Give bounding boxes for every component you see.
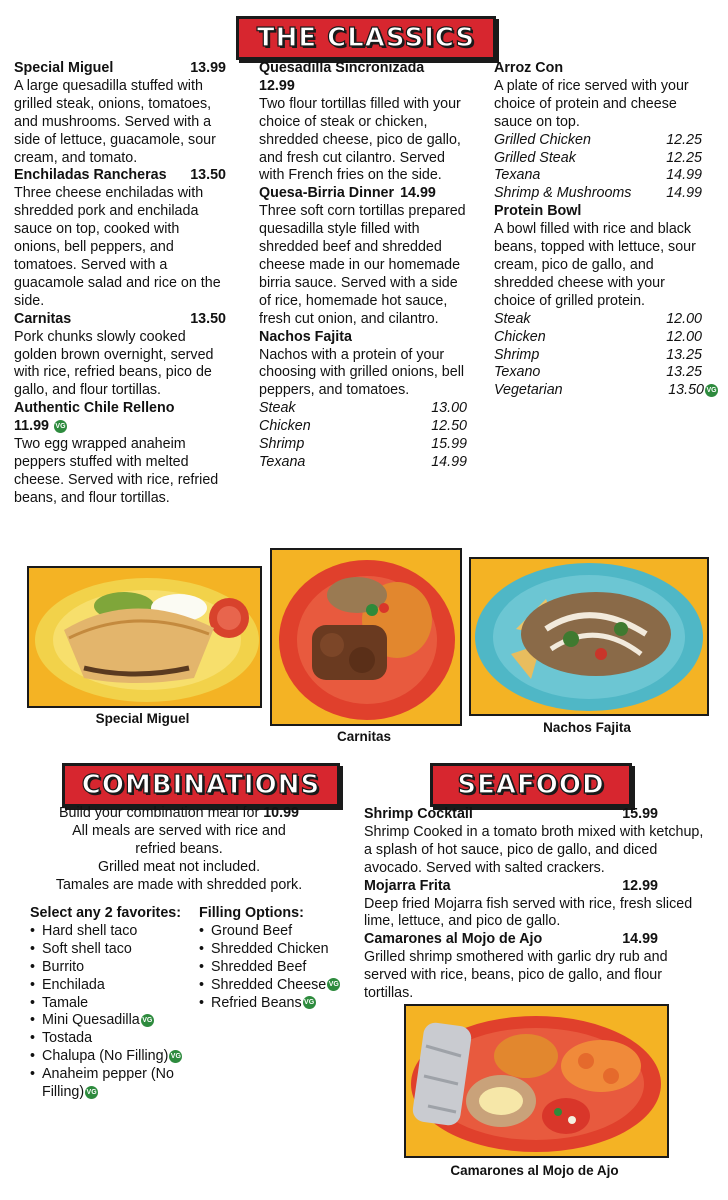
item-description: A plate of rice served with your choice of protein and cheese sauce on top. — [494, 77, 689, 130]
vegetarian-badge-icon: VG — [169, 1050, 182, 1063]
list-item: • Tostada — [30, 1030, 200, 1048]
classics-column-2 — [259, 60, 469, 472]
seafood-title: SEAFOOD — [457, 770, 605, 800]
list-item: • Ground Beef — [199, 923, 359, 941]
list-item: • Shredded Cheese VG — [199, 977, 359, 995]
menu-item-chile-relleno — [14, 400, 226, 507]
menu-item-camarones-mojo — [364, 931, 714, 1003]
menu-item-mojarra-frita — [364, 878, 714, 932]
photo-special-miguel — [27, 566, 262, 708]
menu-item-shrimp-cocktail — [364, 806, 714, 878]
list-item: • Soft shell taco — [30, 941, 200, 959]
option-row: Shrimp 13.25 — [494, 346, 702, 363]
option-row: Shrimp & Mushrooms 14.99 — [494, 185, 702, 202]
caption-nachos-fajita: Nachos Fajita — [543, 720, 631, 735]
option-row: Grilled Chicken 12.25 — [494, 131, 702, 148]
item-name: Arroz Con — [494, 60, 564, 76]
vegetarian-badge-icon: VG — [303, 996, 316, 1009]
menu-item-quesa-birria — [259, 185, 469, 328]
item-description: Pork chunks slowly cooked golden brown overnight, served with rice, refried beans, pico de gallo, and flour tortillas. — [14, 328, 214, 399]
item-description: Three soft corn tortillas prepared quesadilla style filled with shredded beef and shredded cheese made in our homemade birria sauce. Served with a side of rice, homemade hot sauce, fresh cut onion, and cilantro. — [259, 203, 466, 327]
vegetarian-badge-icon: VG — [85, 1086, 98, 1099]
plate-illustration — [29, 568, 260, 706]
item-price: 14.99 — [622, 931, 658, 948]
item-description: Two flour tortillas filled with your choice of steak or chicken, shredded cheese, pico de gallo, and fresh cut cilantro. Served with French fries on the side. — [259, 95, 461, 184]
combinations-banner — [62, 763, 340, 807]
item-price: 11.99 — [14, 418, 49, 435]
menu-item-carnitas — [14, 311, 226, 401]
classics-column-1 — [14, 60, 226, 508]
vegetarian-badge-icon: VG — [54, 420, 67, 433]
list-item: • Refried Beans VG — [199, 995, 359, 1013]
item-name: Special Miguel — [14, 60, 114, 76]
menu-item-nachos-fajita — [259, 329, 469, 472]
combination-price: 10.99 — [263, 805, 300, 821]
item-name: Mojarra Frita — [364, 877, 451, 894]
item-price: 12.99 — [622, 877, 658, 894]
option-row: Texana 14.99 — [494, 167, 702, 184]
item-description: Two egg wrapped anaheim peppers stuffed with melted cheese. Served with rice, refried beans, and flour tortillas. — [14, 436, 219, 506]
option-row: Texana 14.99 — [259, 453, 467, 470]
item-price: 12.99 — [259, 77, 295, 94]
item-description: Three cheese enchiladas with shredded pork and enchilada sauce on top, cooked with onions, bell peppers, and tomatoes. Served with a guacamole salad and rice on the side. — [14, 185, 221, 309]
classics-title: THE CLASSICS — [256, 23, 476, 53]
item-price: 13.99 — [190, 60, 226, 76]
item-name: Authentic Chile Relleno — [14, 400, 175, 417]
item-price: 13.50 — [190, 310, 226, 327]
item-description: Grilled shrimp smothered with garlic dry rub and served with rice, beans, pico de gallo, and flour tortillas. — [364, 949, 668, 1002]
item-description: Shrimp Cooked in a tomato broth mixed with ketchup, a splash of hot sauce, pico de gallo, and diced avocado. Served with salted crackers. — [364, 823, 704, 876]
menu-item-arroz-con — [494, 60, 718, 203]
option-row: Vegetarian 13.50 VG — [494, 382, 717, 399]
item-name: Carnitas — [14, 310, 72, 327]
item-price: 14.99 — [400, 185, 436, 202]
filling-options-list — [199, 905, 359, 1012]
item-name: Quesa-Birria Dinner — [259, 185, 395, 202]
option-row: Shrimp 15.99 — [259, 436, 467, 453]
menu-item-quesadilla-sincronizada — [259, 60, 469, 185]
vegetarian-badge-icon: VG — [327, 978, 340, 991]
item-name: Enchiladas Rancheras — [14, 167, 167, 184]
plate-illustration — [272, 550, 460, 724]
caption-special-miguel: Special Miguel — [95, 711, 190, 726]
item-description: A large quesadilla stuffed with grilled steak, onions, tomatoes, and mushrooms. Served with a side of lettuce, guacamole, sour cream, and tomato. — [14, 77, 216, 166]
photo-camarones — [404, 1004, 669, 1158]
list-item: • Hard shell taco — [30, 923, 200, 941]
combinations-intro: Build your combination meal for 10.99 All meals are served with rice and refried beans. Grilled meat not included. Tamales are made with shredded pork. — [55, 805, 303, 893]
item-name: Nachos Fajita — [259, 328, 352, 345]
item-price: 13.50 — [190, 167, 226, 184]
photo-carnitas — [270, 548, 462, 726]
item-description: A bowl filled with rice and black beans, topped with lettuce, sour cream, pico de gallo, and shredded cheese with your choice of grilled protein. — [494, 221, 696, 309]
item-name: Shrimp Cocktail — [364, 806, 473, 822]
filling-title: Filling Options: — [199, 905, 304, 921]
plate-illustration — [471, 559, 707, 714]
favorites-list — [30, 905, 200, 1102]
caption-carnitas: Carnitas — [336, 729, 392, 744]
item-name: Camarones al Mojo de Ajo — [364, 931, 543, 948]
menu-item-protein-bowl — [494, 203, 718, 400]
favorites-title: Select any 2 favorites: — [30, 905, 181, 921]
item-description: Deep fried Mojarra fish served with rice, fresh sliced lime, lettuce, and pico de gallo. — [364, 895, 693, 930]
list-item: • Tamale — [30, 995, 200, 1013]
option-row: Grilled Steak 12.25 — [494, 149, 702, 166]
item-description: Nachos with a protein of your choosing with grilled onions, bell peppers, and tomatoes. — [259, 346, 465, 399]
caption-camarones: Camarones al Mojo de Ajo — [450, 1163, 619, 1178]
list-item: • Anaheim pepper (No Filling) VG — [30, 1066, 200, 1102]
list-item: • Mini Quesadilla VG — [30, 1012, 200, 1030]
option-row: Steak 13.00 — [259, 400, 467, 417]
item-name: Protein Bowl — [494, 203, 582, 220]
classics-column-3 — [494, 60, 718, 400]
combinations-title: COMBINATIONS — [81, 770, 321, 800]
menu-item-enchiladas-rancheras — [14, 167, 226, 310]
classics-banner — [236, 16, 496, 60]
vegetarian-badge-icon: VG — [705, 384, 718, 397]
plate-illustration — [406, 1006, 667, 1156]
option-row: Chicken 12.00 — [494, 328, 702, 345]
item-price: 15.99 — [622, 806, 658, 822]
list-item: • Burrito — [30, 959, 200, 977]
list-item: • Shredded Chicken — [199, 941, 359, 959]
list-item: • Chalupa (No Filling) VG — [30, 1048, 200, 1066]
item-name: Quesadilla Sincronizada — [259, 60, 425, 76]
photo-nachos-fajita — [469, 557, 709, 716]
vegetarian-badge-icon: VG — [141, 1014, 154, 1027]
seafood-banner — [430, 763, 632, 807]
menu-item-special-miguel — [14, 60, 226, 167]
option-row: Texano 13.25 — [494, 364, 702, 381]
seafood-column — [364, 806, 714, 1003]
option-row: Steak 12.00 — [494, 310, 702, 327]
list-item: • Shredded Beef — [199, 959, 359, 977]
list-item: • Enchilada — [30, 977, 200, 995]
option-row: Chicken 12.50 — [259, 418, 467, 435]
